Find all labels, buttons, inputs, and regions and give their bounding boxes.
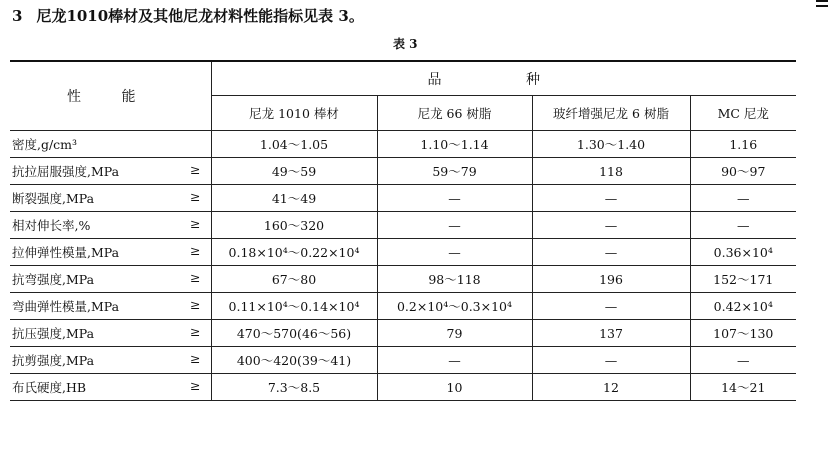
minimum-symbol: ≥ (190, 243, 201, 258)
property-cell (10, 212, 211, 239)
property-cell (10, 347, 211, 374)
property-label: 断裂强度,MPa (12, 191, 95, 206)
section-heading (12, 5, 364, 26)
value-cell: 196 (532, 266, 690, 293)
value-cell: 0.11×10⁴～0.14×10⁴ (211, 293, 377, 320)
property-label: 拉伸弹性模量,MPa (12, 245, 120, 260)
value-cell: — (377, 212, 532, 239)
value-cell: — (532, 347, 690, 374)
page-corner-mark (816, 0, 828, 7)
value-cell: 98～118 (377, 266, 532, 293)
kinds-group-header: 品 种 (211, 61, 796, 96)
value-cell: 7.3～8.5 (211, 374, 377, 401)
value-cell: — (532, 185, 690, 212)
value-cell: 118 (532, 158, 690, 185)
value-cell: 67～80 (211, 266, 377, 293)
value-cell: 400～420(39～41) (211, 347, 377, 374)
value-cell: 10 (377, 374, 532, 401)
table-body (10, 131, 796, 401)
value-cell: 107～130 (690, 320, 796, 347)
value-cell: 1.04～1.05 (211, 131, 377, 158)
column-header-mc-nylon: MC 尼龙 (690, 96, 796, 131)
column-header-nylon-66-resin: 尼龙 66 树脂 (377, 96, 532, 131)
minimum-symbol: ≥ (190, 189, 201, 204)
property-label: 抗弯强度,MPa (12, 272, 95, 287)
property-cell (10, 293, 211, 320)
value-cell: 49～59 (211, 158, 377, 185)
property-cell (10, 131, 211, 158)
value-cell: 90～97 (690, 158, 796, 185)
value-cell: 152～171 (690, 266, 796, 293)
value-cell: 12 (532, 374, 690, 401)
value-cell: — (532, 239, 690, 266)
column-header-glass-fiber-nylon-6: 玻纤增强尼龙 6 树脂 (532, 96, 690, 131)
value-cell: 59～79 (377, 158, 532, 185)
property-cell (10, 158, 211, 185)
value-cell: 0.36×10⁴ (690, 239, 796, 266)
minimum-symbol: ≥ (190, 162, 201, 177)
value-cell: 470～570(46～56) (211, 320, 377, 347)
value-cell: 41～49 (211, 185, 377, 212)
table-row (10, 212, 796, 239)
value-cell: 160～320 (211, 212, 377, 239)
property-label: 抗剪强度,MPa (12, 353, 95, 368)
property-cell (10, 374, 211, 401)
minimum-symbol: ≥ (190, 378, 201, 393)
column-header-nylon-1010-rod: 尼龙 1010 棒材 (211, 96, 377, 131)
value-cell: — (690, 185, 796, 212)
value-cell: 1.10～1.14 (377, 131, 532, 158)
value-cell: — (377, 347, 532, 374)
table-row (10, 293, 796, 320)
properties-table (10, 60, 796, 401)
property-cell (10, 239, 211, 266)
property-label: 抗拉屈服强度,MPa (12, 164, 120, 179)
header-row (10, 61, 796, 96)
property-column-header: 性 能 (10, 61, 211, 131)
table-row (10, 374, 796, 401)
property-label: 密度,g/cm³ (12, 137, 78, 152)
table-row (10, 158, 796, 185)
value-cell: 137 (532, 320, 690, 347)
value-cell: 0.42×10⁴ (690, 293, 796, 320)
minimum-symbol: ≥ (190, 351, 201, 366)
section-title: 尼龙1010棒材及其他尼龙材料性能指标见表 3。 (36, 7, 364, 25)
table-row (10, 266, 796, 293)
minimum-symbol: ≥ (190, 324, 201, 339)
property-cell (10, 320, 211, 347)
value-cell: 1.30～1.40 (532, 131, 690, 158)
value-cell: 79 (377, 320, 532, 347)
value-cell: — (690, 212, 796, 239)
property-label: 弯曲弹性模量,MPa (12, 299, 120, 314)
property-cell (10, 266, 211, 293)
property-label: 布氏硬度,HB (12, 380, 87, 395)
table-row (10, 239, 796, 266)
value-cell: 0.18×10⁴～0.22×10⁴ (211, 239, 377, 266)
minimum-symbol: ≥ (190, 297, 201, 312)
section-number: 3 (12, 7, 23, 25)
table-row (10, 320, 796, 347)
value-cell: 0.2×10⁴～0.3×10⁴ (377, 293, 532, 320)
minimum-symbol: ≥ (190, 216, 201, 231)
table-row (10, 185, 796, 212)
property-cell (10, 185, 211, 212)
property-label: 相对伸长率,% (12, 218, 91, 233)
table-row (10, 131, 796, 158)
value-cell: — (532, 212, 690, 239)
table-row (10, 347, 796, 374)
value-cell: — (532, 293, 690, 320)
value-cell: — (690, 347, 796, 374)
minimum-symbol: ≥ (190, 270, 201, 285)
property-label: 抗压强度,MPa (12, 326, 95, 341)
value-cell: 1.16 (690, 131, 796, 158)
value-cell: 14～21 (690, 374, 796, 401)
value-cell: — (377, 239, 532, 266)
table-caption: 表 3 (393, 37, 418, 51)
value-cell: — (377, 185, 532, 212)
